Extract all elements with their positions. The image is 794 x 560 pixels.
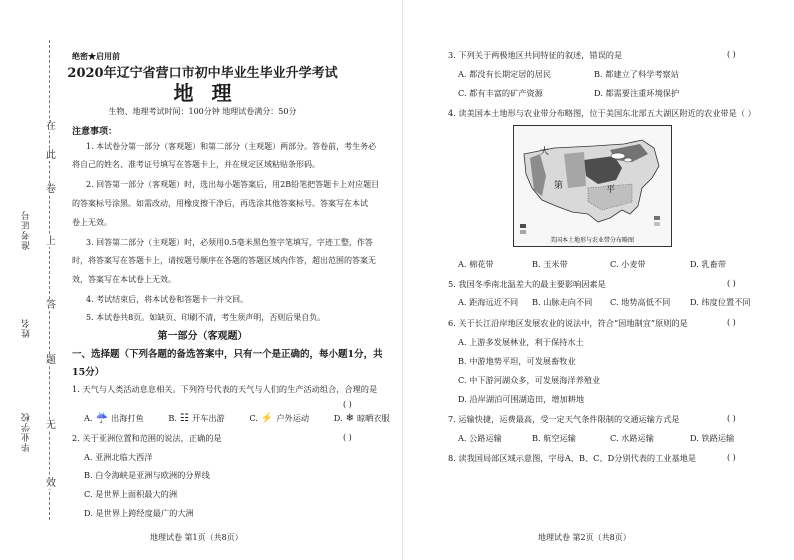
binding-char: 上	[46, 236, 56, 247]
section-title-cont: 15分）	[72, 367, 105, 378]
q8-answer-paren: ( )	[727, 453, 736, 462]
binding-char: 在	[46, 121, 56, 132]
secret-label: 绝密★启用前	[72, 51, 120, 61]
map-caption: 美国本土地形与农业带分布略图	[549, 237, 635, 244]
q6-option-c: C. 中下游河湖众多，可发展海洋养殖业	[458, 375, 601, 385]
right-footer: 地理试卷 第2页（共8页）	[538, 533, 631, 542]
q7-option-c: C. 水路运输	[610, 433, 654, 443]
q5-option-d: D. 纬度位置不同	[690, 297, 751, 307]
us-map-figure	[513, 125, 672, 247]
q3-stem: 3. 下列关于两极地区共同特征的叙述，错误的是	[448, 50, 623, 60]
q8-stem: 8. 读我国局部区域示意图，字母A、B、C、D分别代表的工业基地是	[448, 453, 697, 463]
q1-option-a: A. ☔ 出海打鱼	[84, 413, 144, 424]
q5-answer-paren: ( )	[727, 279, 736, 288]
exam-title: 2020年辽宁省营口市初中毕业生毕业升学考试	[67, 66, 338, 81]
q2-stem: 2. 关于亚洲位置和范围的说法，正确的是	[72, 433, 222, 443]
map-label: 平	[606, 185, 616, 195]
q7-option-a: A. 公路运输	[458, 433, 502, 443]
q2-option-b: B. 白令海峡是亚洲与欧洲的分界线	[84, 470, 210, 480]
q4-option-b: B. 玉米带	[532, 259, 568, 269]
legend-swatch	[520, 224, 526, 228]
notes-line: 5. 本试卷共8页。如缺页、印刷不清，考生须声明，否则后果自负。	[86, 313, 326, 322]
q1-option-d: D. ❄ 晾晒衣服	[333, 413, 390, 424]
q2-option-c: C. 是世界上面积最大的洲	[84, 489, 178, 499]
notes-line: 卷上无效。	[72, 218, 112, 227]
binding-label-exam-number: 准考证号	[22, 210, 32, 250]
q4-stem: 4. 读美国本土地形与农业带分布略图，位于美国东北部五大湖区附近的农业带是（ ）	[448, 108, 756, 118]
q1-options	[84, 413, 390, 424]
umbrella-rain-icon: ☔	[95, 413, 108, 424]
q6-answer-paren: ( )	[727, 318, 736, 327]
q3-answer-paren: ( )	[727, 50, 736, 59]
snow-icon: ❄	[345, 413, 354, 424]
notes-title: 注意事项：	[72, 127, 118, 137]
binding-char: 无	[46, 420, 56, 431]
notes-line: 将自己的姓名、准考证号填写在答题卡上，并在规定区域粘贴条形码。	[72, 160, 320, 169]
notes-line: 2. 回答第一部分（客观题）时，选出每小题答案后，用2B铅笔把答题卡上对应题目	[86, 180, 380, 189]
great-lakes	[624, 158, 632, 162]
legend-swatch	[654, 216, 660, 220]
lightning-icon: ⚡	[260, 413, 274, 424]
q6-option-d: D. 沿岸湖泊可围湖造田，增加耕地	[458, 394, 585, 404]
binding-char: 卷	[46, 184, 56, 195]
q4-option-d: D. 乳畜带	[690, 259, 727, 269]
legend-swatch	[654, 222, 660, 226]
fog-icon: ☷	[179, 413, 189, 424]
q7-answer-paren: ( )	[727, 414, 736, 423]
q7-stem: 7. 运输快捷，运费最高，受一定天气条件限制的交通运输方式是	[448, 414, 680, 424]
left-footer: 地理试卷 第1页（共8页）	[150, 533, 243, 542]
q7-option-b: B. 航空运输	[532, 433, 576, 443]
binding-char: 答	[46, 300, 56, 311]
exam-info: 生物、地理考试时间：100分钟 地理试卷满分：50分	[108, 107, 297, 116]
q6-stem: 6. 关于长江沿岸地区发展农业的说法中，符合“因地制宜”原则的是	[448, 318, 688, 328]
subject-title: 地理	[173, 81, 250, 105]
q3-option-a: A. 都没有长期定居的居民	[458, 69, 551, 79]
q1-option-c: C. ⚡ 户外运动	[249, 413, 310, 424]
map-label: 大	[540, 147, 550, 157]
q6-option-a: A. 上游多发展林业，利于保持水土	[458, 337, 584, 347]
q5-option-b: B. 山脉走向不同	[532, 297, 593, 307]
q3-option-d: D. 都需要注重环境保护	[594, 88, 680, 98]
binding-char: 题	[46, 355, 56, 366]
great-lakes	[611, 153, 625, 159]
notes-line: 效，答案写在本试卷上无效。	[72, 275, 176, 284]
q2-answer-paren: ( )	[343, 433, 352, 442]
binding-label-school: 毕业学校	[22, 412, 32, 452]
notes-line: 时，将答案写在答题卡上，请按题号顺序在各题的答题区域内作答，超出范围的答案无	[72, 256, 376, 265]
q4-option-c: C. 小麦带	[610, 259, 646, 269]
q1-option-b: B. ☷ 开车出游	[168, 413, 225, 424]
part-one-title: 第一部分（客观题）	[157, 331, 248, 342]
notes-line: 1. 本试卷分第一部分（客观题）和第二部分（主观题）两部分。答卷前，考生务必	[86, 142, 377, 151]
map-label: 第	[554, 181, 564, 191]
q3-option-c: C. 都有丰富的矿产资源	[458, 88, 543, 98]
q5-option-c: C. 地势高低不同	[610, 297, 671, 307]
notes-line: 的答案标号涂黑。如需改动，用橡皮擦干净后，再选涂其他答案标号。答案写在本试	[72, 199, 368, 208]
q1-stem: 1. 天气与人类活动息息相关。下列符号代表的天气与人们的生产活动组合，合理的是	[72, 384, 378, 394]
q6-option-b: B. 中游地势平坦，可发展畜牧业	[458, 356, 576, 366]
q5-option-a: A. 距海远近不同	[458, 297, 519, 307]
q1-answer-paren: ( )	[343, 400, 352, 409]
legend-swatch	[520, 230, 526, 234]
binding-label-name: 姓名	[22, 318, 32, 338]
q2-option-a: A. 亚洲北临大西洋	[84, 452, 153, 462]
q4-option-a: A. 棉花带	[458, 259, 494, 269]
binding-char: 此	[46, 150, 56, 161]
binding-char: 效	[46, 478, 56, 489]
q5-stem: 5. 我国冬季南北温差大的最主要影响因素是	[448, 279, 606, 289]
q3-option-b: B. 都建立了科学考察站	[594, 69, 679, 79]
q7-option-d: D. 铁路运输	[690, 433, 735, 443]
notes-line: 3. 回答第二部分（主观题）时，必须用0.5毫米黑色签字笔填写，字迹工整，作答	[86, 238, 373, 247]
notes-line: 4. 考试结束后，将本试卷和答题卡一并交回。	[86, 295, 249, 304]
q2-option-d: D. 是世界上跨经度最广的大洲	[84, 508, 194, 518]
section-title: 一、选择题（下列各题的备选答案中，只有一个是正确的，每小题1分，共	[72, 349, 383, 360]
